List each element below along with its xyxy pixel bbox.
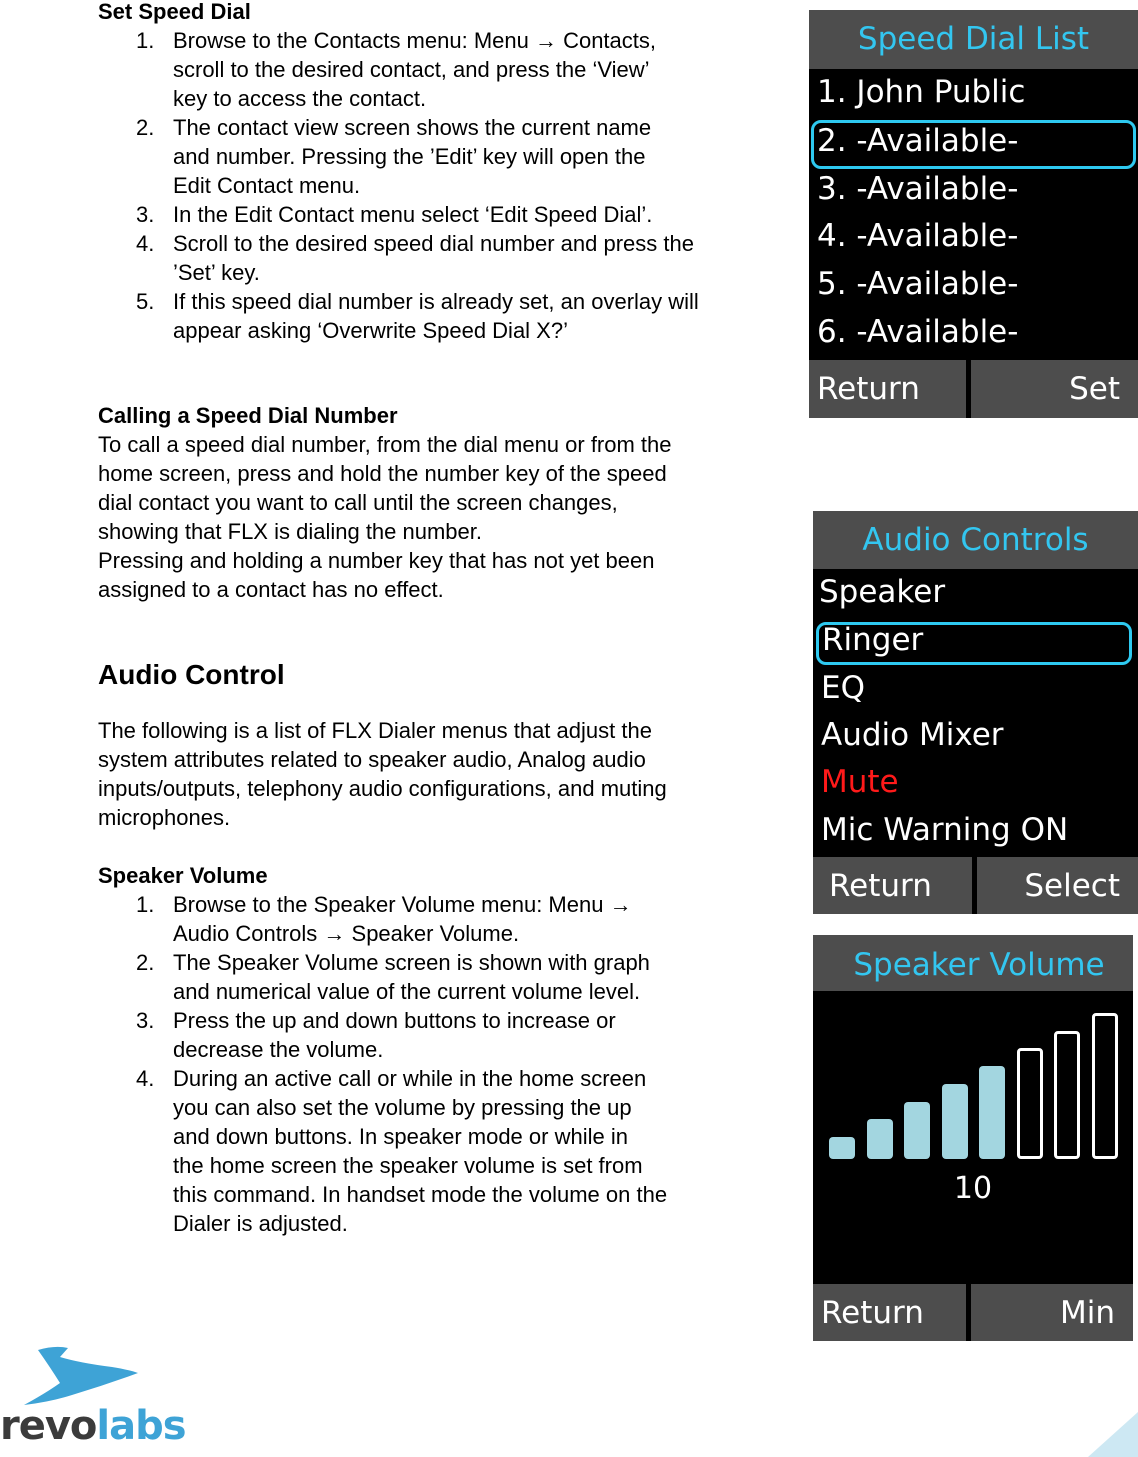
list-item-number: 2. xyxy=(136,950,155,975)
list-item-number: 5. xyxy=(136,289,155,314)
list-item xyxy=(98,229,778,287)
audio-menu-item-mute[interactable]: Mute xyxy=(821,764,899,800)
list-item-line: Audio Controls → Speaker Volume. xyxy=(173,921,520,946)
list-item-number: 1. xyxy=(136,892,155,917)
list-item-line: you can also set the volume by pressing the up xyxy=(173,1095,632,1120)
list-item-line: Dialer is adjusted. xyxy=(173,1211,348,1236)
list-item xyxy=(98,1006,778,1064)
list-item xyxy=(98,890,778,948)
speaker-volume-heading: Speaker Volume xyxy=(98,863,268,888)
screen-title: Speed Dial List xyxy=(809,10,1138,69)
volume-bar xyxy=(1092,1013,1118,1159)
paragraph-line: system attributes related to speaker audio, Analog audio xyxy=(98,747,646,772)
list-item-line: and number. Pressing the ’Edit’ key will open the xyxy=(173,144,646,169)
audio-menu-item-eq[interactable]: EQ xyxy=(821,670,865,706)
list-item-line: Browse to the Speaker Volume menu: Menu → xyxy=(173,892,632,917)
speed-dial-item[interactable]: 6. -Available- xyxy=(817,314,1019,350)
list-item-line: The Speaker Volume screen is shown with graph xyxy=(173,950,650,975)
paragraph-line: To call a speed dial number, from the dial menu or from the xyxy=(98,432,672,457)
list-item-line: decrease the volume. xyxy=(173,1037,384,1062)
paragraph-line: inputs/outputs, telephony audio configurations, and muting xyxy=(98,776,667,801)
audio-menu-item-audio-mixer[interactable]: Audio Mixer xyxy=(821,717,1004,753)
paragraph-line: The following is a list of FLX Dialer menus that adjust the xyxy=(98,718,652,743)
list-item-number: 3. xyxy=(136,1008,155,1033)
list-item-line: appear asking ‘Overwrite Speed Dial X?’ xyxy=(173,318,568,343)
list-item xyxy=(98,200,778,229)
paragraph-line: dial contact you want to call until the screen changes, xyxy=(98,490,618,515)
return-button[interactable]: Return xyxy=(813,857,972,914)
speed-dial-item[interactable]: 2. -Available- xyxy=(817,123,1019,159)
revolabs-logo xyxy=(0,1345,186,1457)
set-button[interactable]: Set xyxy=(971,360,1138,418)
list-item-line: and numerical value of the current volume level. xyxy=(173,979,641,1004)
list-item-line: In the Edit Contact menu select ‘Edit Speed Dial’. xyxy=(173,202,653,227)
paragraph-line: Pressing and holding a number key that has not yet been xyxy=(98,548,655,573)
volume-bar xyxy=(1054,1031,1080,1159)
logo-text-revo: revo xyxy=(0,1403,97,1449)
speed-dial-item[interactable]: 3. -Available- xyxy=(817,171,1019,207)
audio-control-body xyxy=(98,716,778,832)
logo-text xyxy=(0,1403,186,1449)
list-item-line: Press the up and down buttons to increase or xyxy=(173,1008,616,1033)
list-item-line: key to access the contact. xyxy=(173,86,427,111)
paragraph-line: microphones. xyxy=(98,805,231,830)
list-item-number: 2. xyxy=(136,115,155,140)
logo-text-labs: labs xyxy=(96,1403,186,1449)
min-button[interactable]: Min xyxy=(971,1284,1134,1341)
list-item-line: During an active call or while in the home screen xyxy=(173,1066,647,1091)
list-item xyxy=(98,287,778,345)
audio-menu-item-mic-warning[interactable]: Mic Warning ON xyxy=(821,812,1069,848)
volume-bar xyxy=(1017,1048,1043,1159)
volume-bar xyxy=(904,1102,930,1159)
audio-control-heading: Audio Control xyxy=(98,659,285,690)
speed-dial-item[interactable]: 1. John Public xyxy=(817,74,1026,110)
speed-dial-list-screen xyxy=(809,10,1138,418)
audio-menu-item-speaker[interactable]: Speaker xyxy=(819,574,946,610)
softkey-bar xyxy=(813,1284,1133,1341)
speaker-volume-steps xyxy=(98,890,778,1238)
audio-menu-item-ringer[interactable]: Ringer xyxy=(822,622,924,658)
softkey-bar xyxy=(809,360,1138,418)
list-item-line: ’Set’ key. xyxy=(173,260,260,285)
list-item-number: 3. xyxy=(136,202,155,227)
speed-dial-item[interactable]: 4. -Available- xyxy=(817,218,1019,254)
speaker-volume-screen xyxy=(813,935,1133,1341)
set-speed-dial-steps xyxy=(98,26,778,345)
volume-bar xyxy=(979,1066,1005,1159)
list-item-number: 1. xyxy=(136,28,155,53)
volume-graph xyxy=(813,991,1133,1171)
speed-dial-item[interactable]: 5. -Available- xyxy=(817,266,1019,302)
volume-bar xyxy=(942,1084,968,1159)
list-item-line: If this speed dial number is already set, an overlay will xyxy=(173,289,699,314)
softkey-bar xyxy=(813,857,1138,914)
paragraph-line: assigned to a contact has no effect. xyxy=(98,577,444,602)
paragraph-line: showing that FLX is dialing the number. xyxy=(98,519,483,544)
audio-controls-screen xyxy=(813,511,1138,914)
screen-title: Audio Controls xyxy=(813,511,1138,569)
list-item-line: the home screen the speaker volume is set from xyxy=(173,1153,643,1178)
list-item-line: and down buttons. In speaker mode or while in xyxy=(173,1124,628,1149)
calling-speed-dial-heading: Calling a Speed Dial Number xyxy=(98,403,398,428)
list-item-line: Scroll to the desired speed dial number and press the xyxy=(173,231,694,256)
list-item xyxy=(98,26,778,113)
set-speed-dial-heading: Set Speed Dial xyxy=(98,0,251,24)
select-button[interactable]: Select xyxy=(977,857,1138,914)
list-item xyxy=(98,113,778,200)
list-item-line: The contact view screen shows the current name xyxy=(173,115,652,140)
list-item-number: 4. xyxy=(136,1066,155,1091)
return-button[interactable]: Return xyxy=(813,1284,966,1341)
list-item xyxy=(98,948,778,1006)
corner-triangle-decoration xyxy=(1088,1412,1138,1457)
shark-fin-icon xyxy=(0,1345,160,1410)
list-item-number: 4. xyxy=(136,231,155,256)
volume-bar xyxy=(829,1137,855,1159)
volume-bar xyxy=(867,1119,893,1159)
list-item-line: Browse to the Contacts menu: Menu → Contacts, xyxy=(173,28,657,53)
list-item-line: scroll to the desired contact, and press the ‘View’ xyxy=(173,57,650,82)
return-button[interactable]: Return xyxy=(809,360,966,418)
list-item-line: Edit Contact menu. xyxy=(173,173,361,198)
volume-level-value: 10 xyxy=(953,1171,993,1206)
list-item-line: this command. In handset mode the volume on the xyxy=(173,1182,668,1207)
list-item xyxy=(98,1064,778,1238)
screen-title: Speaker Volume xyxy=(813,935,1133,991)
paragraph-line: home screen, press and hold the number key of the speed xyxy=(98,461,667,486)
calling-speed-dial-body xyxy=(98,430,778,604)
